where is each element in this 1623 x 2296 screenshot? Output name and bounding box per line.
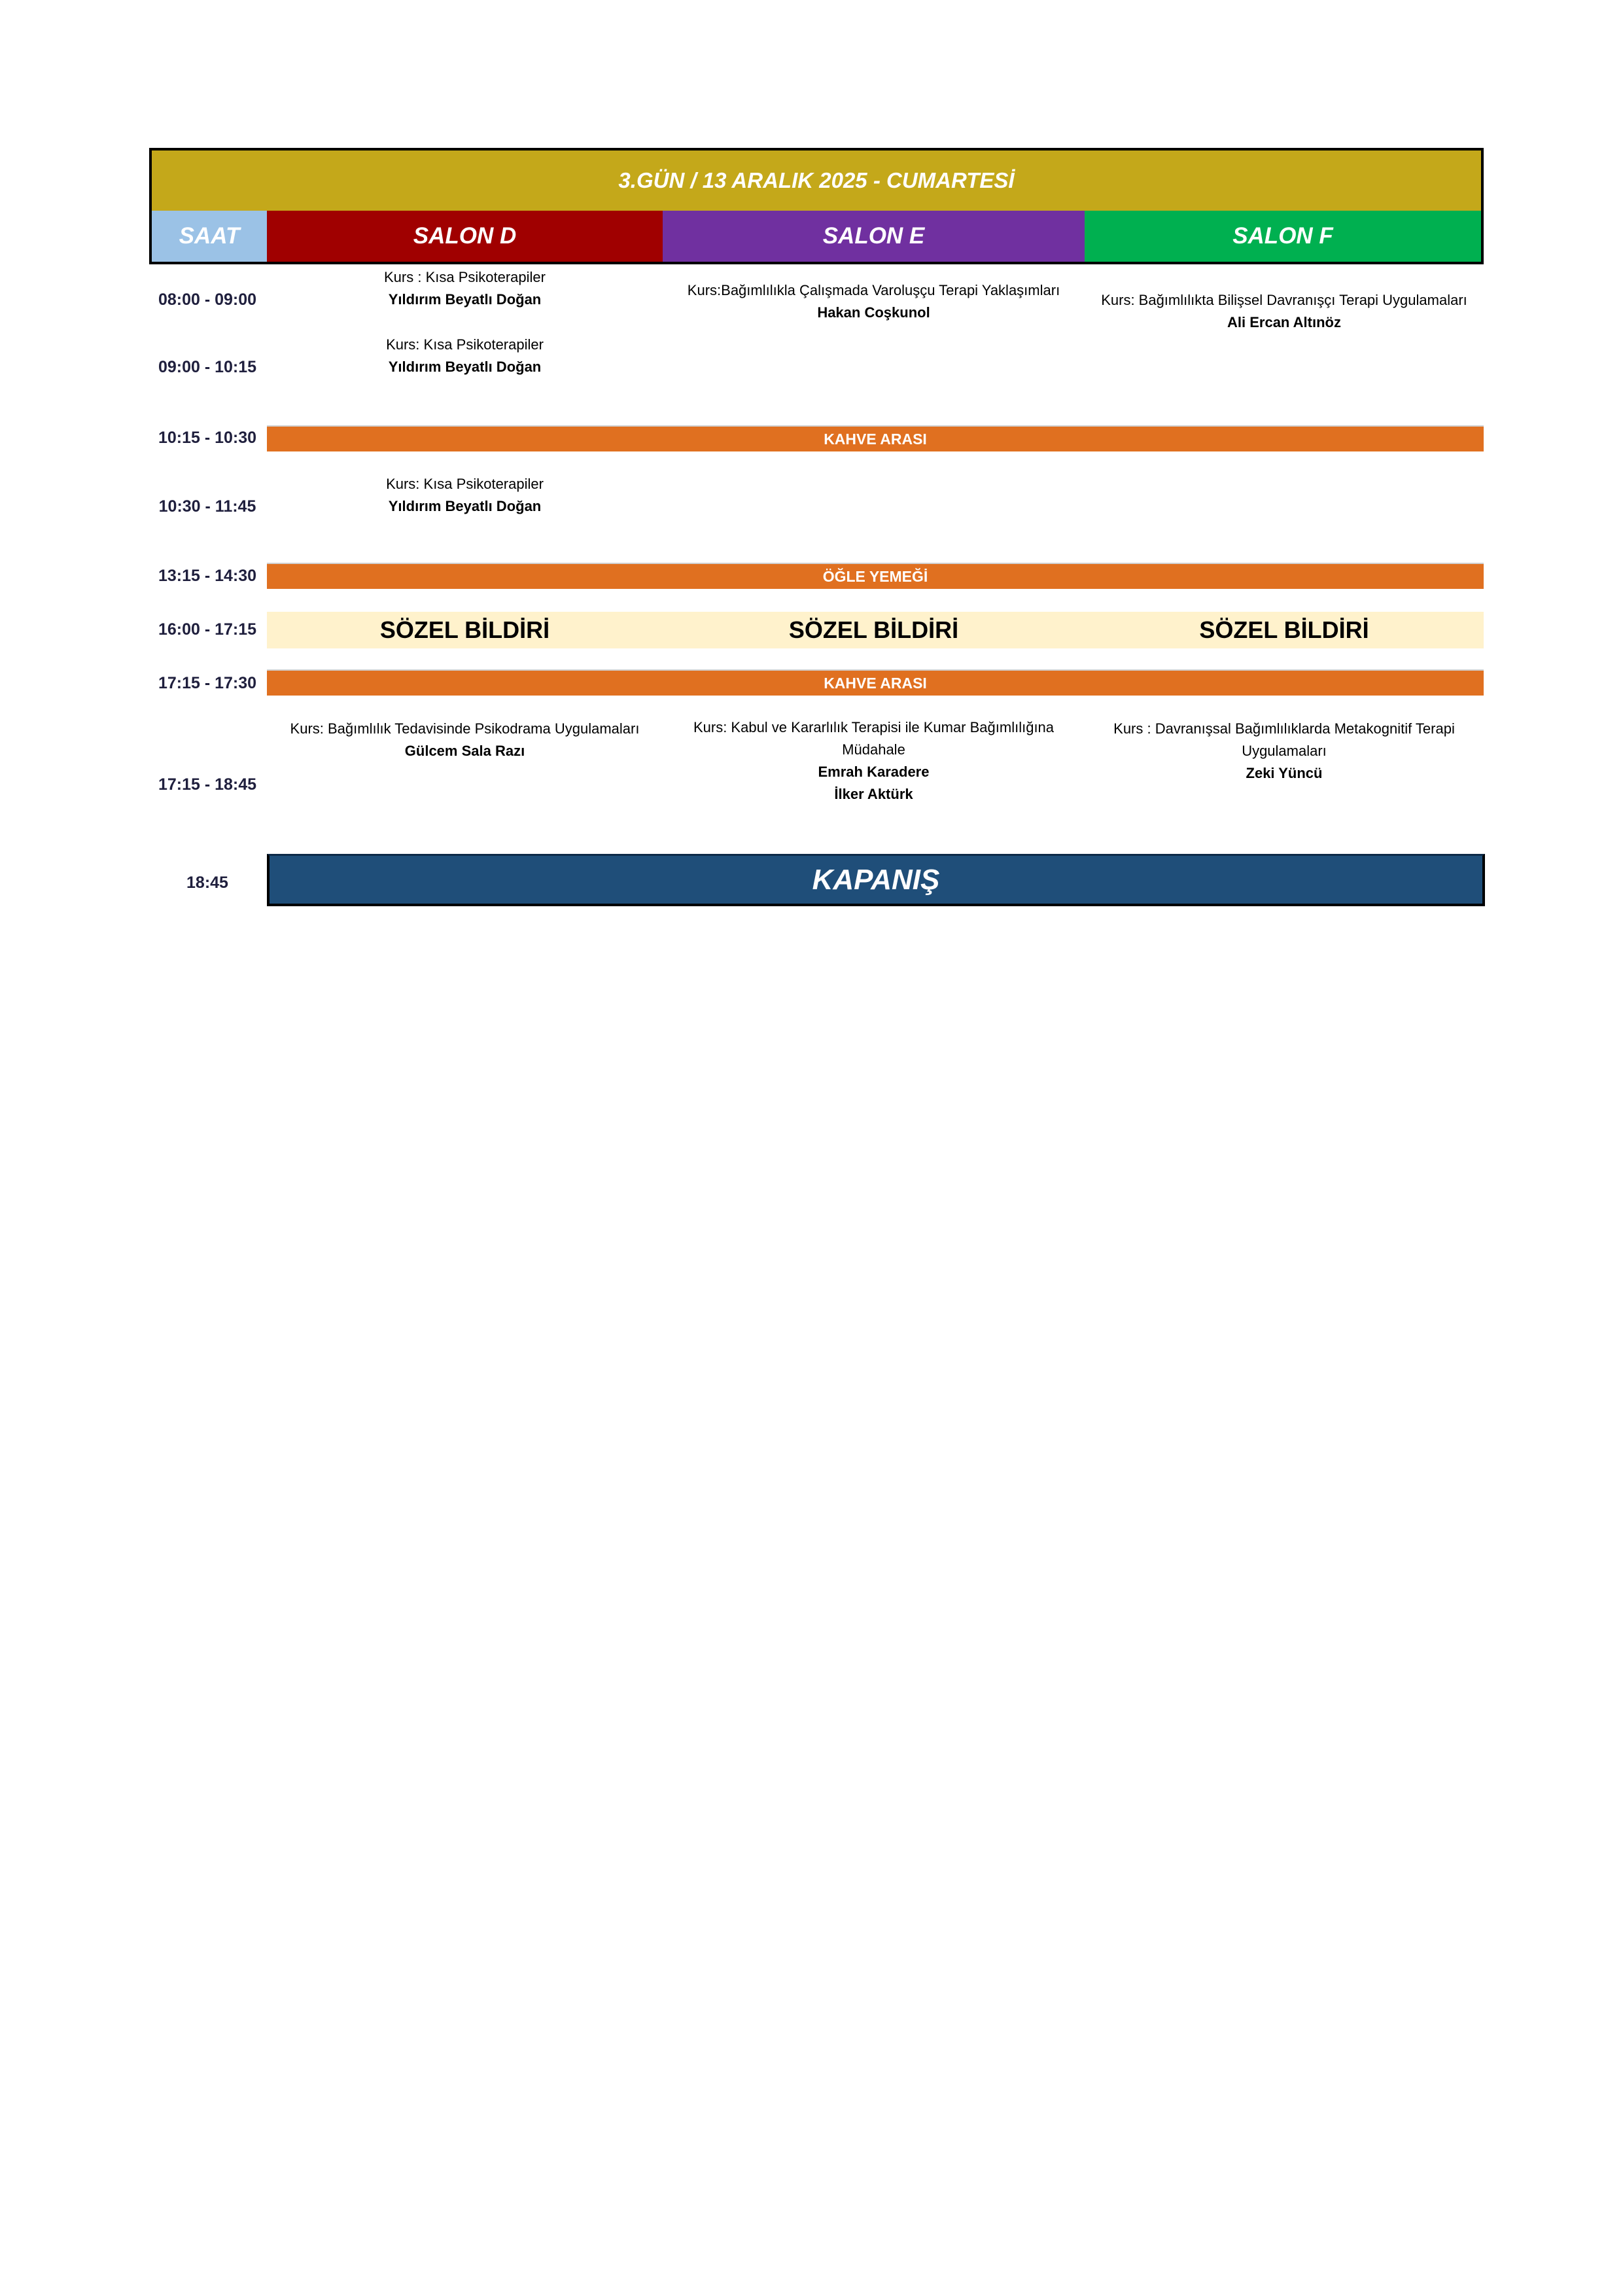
oral-presentation-salon-e: SÖZEL BİLDİRİ bbox=[663, 612, 1085, 648]
time-slot-label: 10:15 - 10:30 bbox=[158, 429, 257, 447]
time-slot-label: 10:30 - 11:45 bbox=[158, 497, 256, 516]
session-cell-salon-d bbox=[267, 266, 663, 311]
speaker-name: Yıldırım Beyatlı Doğan bbox=[388, 498, 542, 514]
speaker-name: Ali Ercan Altınöz bbox=[1227, 314, 1341, 330]
day-title: 3.GÜN / 13 ARALIK 2025 - CUMARTESİ bbox=[149, 148, 1484, 211]
course-title: Kurs: Kabul ve Kararlılık Terapisi ile Kumar Bağımlılığına Müdahale bbox=[693, 719, 1055, 758]
course-title: Kurs: Bağımlılıkta Bilişsel Davranışçı Terapi Uygulamaları bbox=[1101, 292, 1467, 308]
course-title: Kurs: Bağımlılık Tedavisinde Psikodrama Uygulamaları bbox=[290, 720, 640, 737]
header-salon-d: SALON D bbox=[267, 211, 663, 264]
speaker-name: Emrah Karadere bbox=[818, 764, 930, 780]
course-title: Kurs:Bağımlılıkla Çalışmada Varoluşçu Terapi Yaklaşımları bbox=[687, 282, 1060, 298]
closing-band: KAPANIŞ bbox=[267, 854, 1485, 906]
session-cell-salon-f bbox=[1085, 718, 1484, 785]
speaker-name: İlker Aktürk bbox=[834, 786, 913, 802]
speaker-name: Hakan Coşkunol bbox=[817, 304, 930, 321]
header-salon-e: SALON E bbox=[663, 211, 1085, 264]
session-cell-salon-d bbox=[267, 473, 663, 518]
closing-time: 18:45 bbox=[186, 874, 228, 892]
time-slot-label: 09:00 - 10:15 bbox=[158, 358, 257, 376]
time-slot-label: 13:15 - 14:30 bbox=[158, 567, 257, 585]
course-title: Kurs: Kısa Psikoterapiler bbox=[386, 336, 544, 353]
speaker-name: Yıldırım Beyatlı Doğan bbox=[388, 291, 542, 308]
course-title: Kurs : Kısa Psikoterapiler bbox=[384, 269, 546, 285]
speaker-name: Zeki Yüncü bbox=[1246, 765, 1323, 781]
header-salon-f: SALON F bbox=[1085, 211, 1484, 264]
oral-presentation-salon-d: SÖZEL BİLDİRİ bbox=[267, 612, 663, 648]
oral-presentation-salon-f: SÖZEL BİLDİRİ bbox=[1085, 612, 1484, 648]
speaker-name: Yıldırım Beyatlı Doğan bbox=[388, 359, 542, 375]
session-cell-salon-e bbox=[663, 716, 1085, 805]
session-cell-salon-d bbox=[267, 334, 663, 378]
time-slot-label: 17:15 - 18:45 bbox=[158, 775, 257, 794]
speaker-name: Gülcem Sala Razı bbox=[404, 743, 525, 759]
coffee-break-band: KAHVE ARASI bbox=[267, 425, 1484, 451]
coffee-break-band: KAHVE ARASI bbox=[267, 669, 1484, 696]
header-saat: SAAT bbox=[149, 211, 267, 264]
time-slot-label: 08:00 - 09:00 bbox=[158, 291, 257, 309]
lunch-band: ÖĞLE YEMEĞİ bbox=[267, 563, 1484, 589]
session-cell-salon-f bbox=[1085, 289, 1484, 334]
time-slot-label: 17:15 - 17:30 bbox=[158, 674, 257, 692]
time-slot-label: 16:00 - 17:15 bbox=[158, 620, 257, 639]
session-cell-salon-e bbox=[663, 279, 1085, 324]
course-title: Kurs : Davranışsal Bağımlılıklarda Metakognitif Terapi Uygulamaları bbox=[1113, 720, 1455, 759]
course-title: Kurs: Kısa Psikoterapiler bbox=[386, 476, 544, 492]
session-cell-salon-d bbox=[267, 718, 663, 762]
